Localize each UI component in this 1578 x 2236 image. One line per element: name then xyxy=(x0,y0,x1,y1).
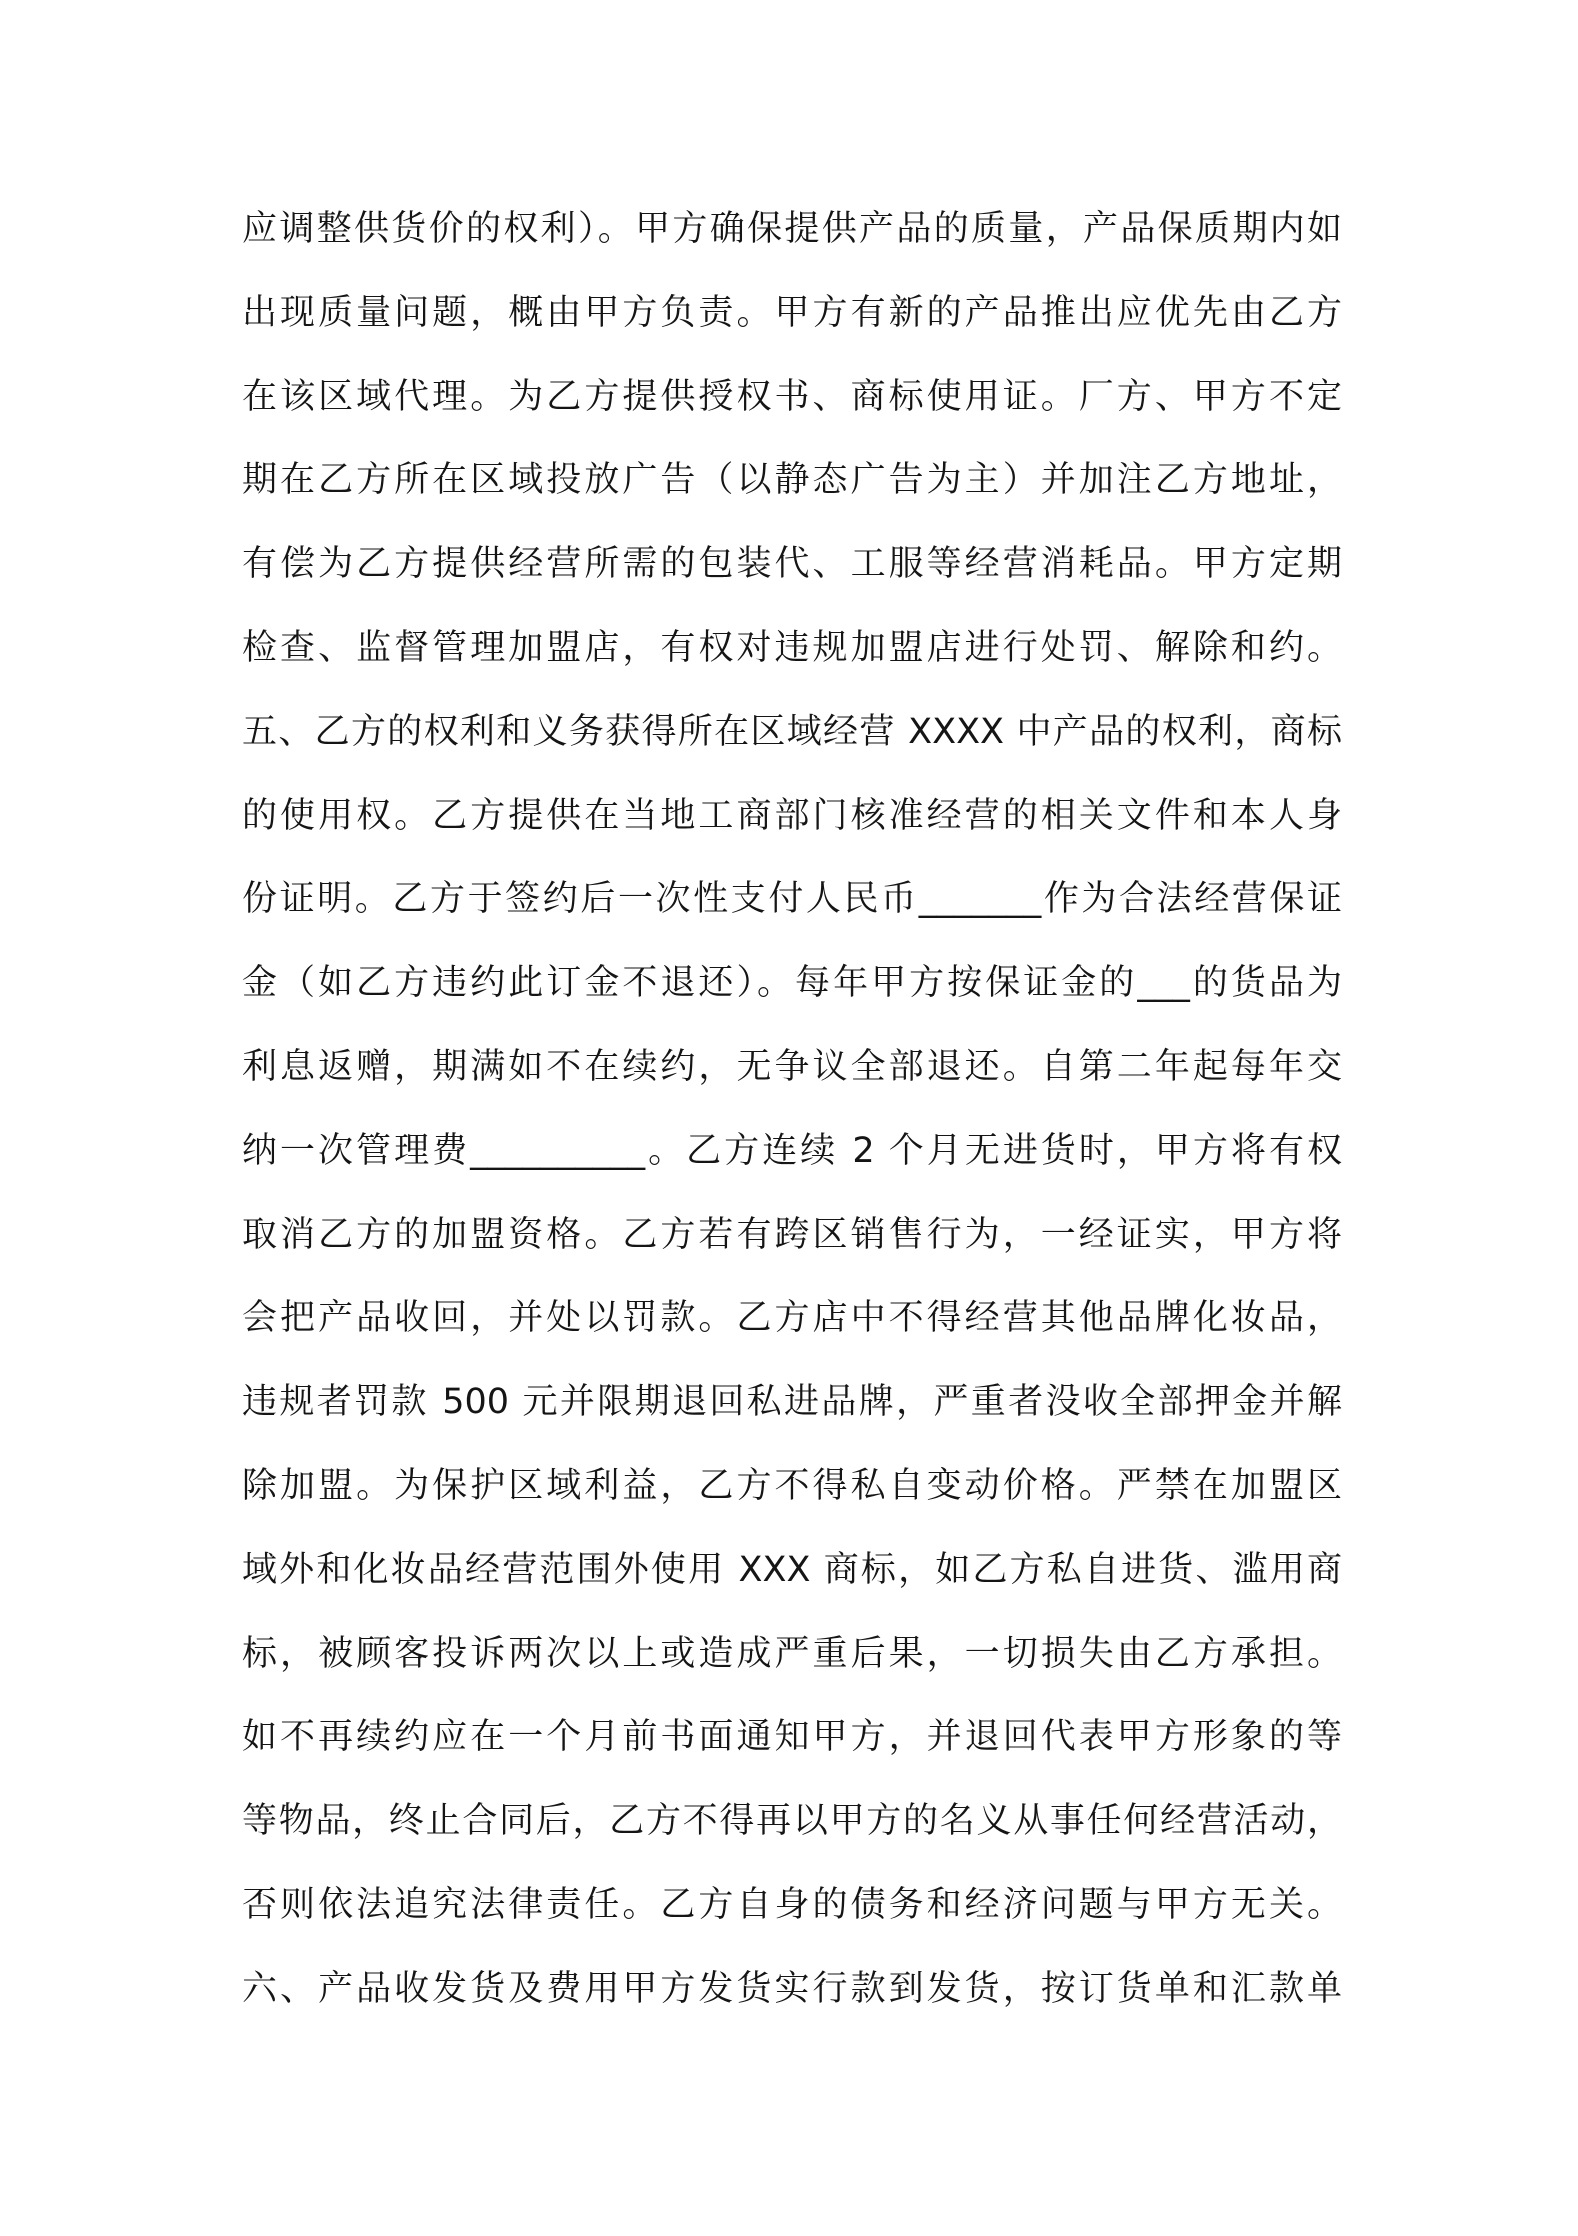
text-line: 在该区域代理。为乙方提供授权书、商标使用证。厂方、甲方不定 xyxy=(242,376,1342,417)
text-line: 标，被顾客投诉两次以上或造成严重后果，一切损失由乙方承担。 xyxy=(242,1633,1342,1674)
text-line: 会把产品收回，并处以罚款。乙方店中不得经营其他品牌化妆品， xyxy=(242,1298,1342,1339)
text-line: 应调整供货价的权利）。甲方确保提供产品的质量，产品保质期内如 xyxy=(242,209,1342,249)
text-line: 除加盟。为保护区域利益，乙方不得私自变动价格。严禁在加盟区 xyxy=(242,1465,1342,1506)
text-line: 的使用权。乙方提供在当地工商部门核准经营的相关文件和本人身 xyxy=(242,795,1342,836)
text-line: 出现质量问题，概由甲方负责。甲方有新的产品推出应优先由乙方 xyxy=(242,292,1342,333)
text-line: 如不再续约应在一个月前书面通知甲方，并退回代表甲方形象的等 xyxy=(242,1717,1342,1758)
text-line: 利息返赠，期满如不在续约，无争议全部退还。自第二年起每年交 xyxy=(242,1046,1342,1087)
section-5-heading-line: 五、乙方的权利和义务获得所在区域经营 XXXX 中产品的权利，商标 xyxy=(242,711,1342,752)
text-line: 违规者罚款 500 元并限期退回私进品牌，严重者没收全部押金并解 xyxy=(242,1382,1342,1423)
text-line: 取消乙方的加盟资格。乙方若有跨区销售行为，一经证实，甲方将 xyxy=(242,1214,1342,1255)
text-line: 金（如乙方违约此订金不退还）。每年甲方按保证金的___的货品为 xyxy=(242,963,1342,1004)
text-line: 检查、监督管理加盟店，有权对违规加盟店进行处罚、解除和约。 xyxy=(242,627,1342,668)
section-6-heading-line: 六、产品收发货及费用甲方发货实行款到发货，按订货单和汇款单 xyxy=(242,1968,1342,2009)
text-line: 纳一次管理费__________。乙方连续 2 个月无进货时，甲方将有权 xyxy=(242,1130,1342,1171)
text-line: 期在乙方所在区域投放广告（以静态广告为主）并加注乙方地址， xyxy=(242,460,1342,501)
text-line: 否则依法追究法律责任。乙方自身的债务和经济问题与甲方无关。 xyxy=(242,1884,1342,1925)
contract-body-text xyxy=(242,188,1342,2032)
text-line: 等物品，终止合同后，乙方不得再以甲方的名义从事任何经营活动， xyxy=(242,1801,1342,1842)
text-line: 份证明。乙方于签约后一次性支付人民币_______作为合法经营保证 xyxy=(242,879,1342,920)
text-line: 有偿为乙方提供经营所需的包装代、工服等经营消耗品。甲方定期 xyxy=(242,544,1342,585)
text-line: 域外和化妆品经营范围外使用 XXX 商标，如乙方私自进货、滥用商 xyxy=(242,1549,1342,1590)
